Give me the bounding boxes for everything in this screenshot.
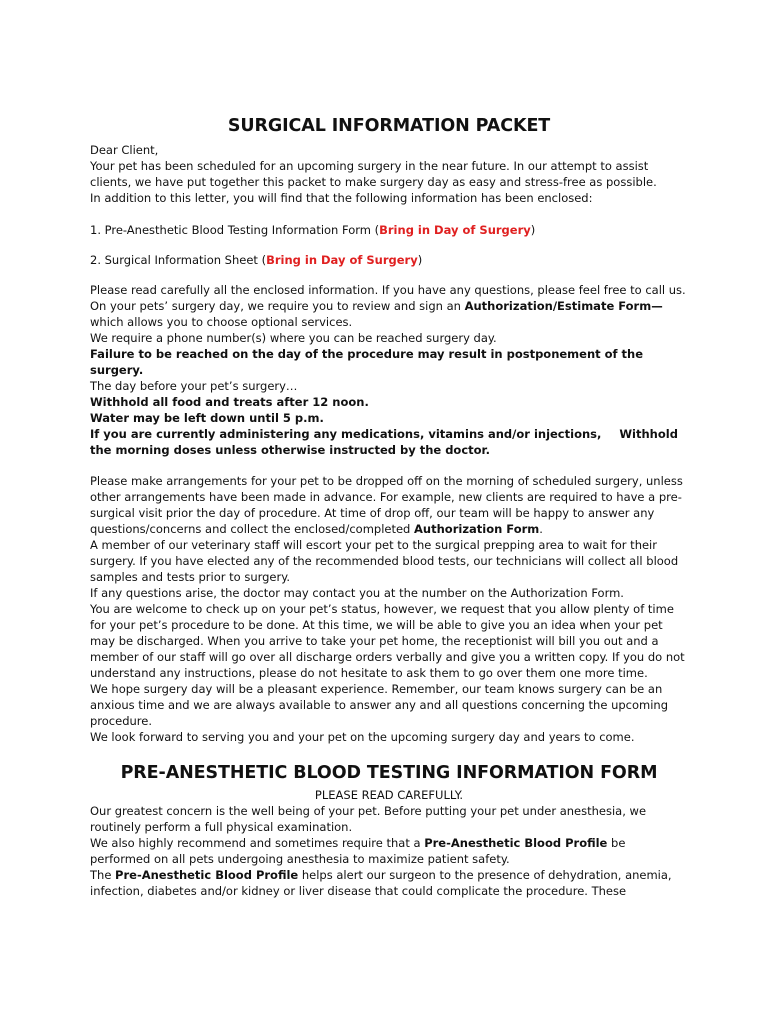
enclosed-item-1: 1. Pre-Anesthetic Blood Testing Information Form (Bring in Day of Surgery) — [90, 223, 536, 237]
salutation: Dear Client, — [90, 143, 159, 157]
failure-warning: Failure to be reached on the day of the procedure may result in postponement of the surgery. — [90, 347, 644, 377]
look-forward-paragraph: We look forward to serving you and your pet on the upcoming surgery day and years to come. — [90, 730, 635, 744]
blood-profile-term: Pre-Anesthetic Blood Profile — [424, 836, 608, 850]
please-read-note: PLEASE READ CAREFULLY. — [314, 788, 464, 802]
medication-instruction: If you are currently administering any medications, vitamins and/or injections, Withhold the morning doses unless otherwise instructed by the doctor. — [90, 427, 678, 457]
hope-paragraph: We hope surgery day will be a pleasant experience. Remember, our team knows surgery can be an anxious time and we are always available to answer any and all questions concerning the upcoming procedure. — [90, 682, 668, 728]
phone-paragraph: We require a phone number(s) where you can be reached surgery day. — [90, 331, 497, 345]
enclosed-item-2: 2. Surgical Information Sheet (Bring in Day of Surgery) — [90, 253, 423, 267]
checkup-paragraph: You are welcome to check up on your pet’s status, however, we request that you allow plenty of time for your pet’s procedure to be done. At this time, we will be able to give you an idea when your pet may be discharged. When you arrive to take your pet home, the receptionist will bill you out and a member of our staff will go over all discharge orders verbally and give you a written copy. If you do not understand any instructions, please do not hesitate to ask them to go over them one more time. — [90, 602, 685, 680]
bring-in-note-1: Bring in Day of Surgery — [379, 223, 531, 237]
document-content — [90, 114, 688, 899]
questions-paragraph: If any questions arise, the doctor may contact you at the number on the Authorization Form. — [90, 586, 624, 600]
concern-paragraph: Our greatest concern is the well being of your pet. Before putting your pet under anesthesia, we routinely perform a full physical examination. — [90, 804, 647, 834]
dropoff-paragraph: Please make arrangements for your pet to be dropped off on the morning of scheduled surgery, unless other arrangements have been made in advance. For example, new clients are required to have a pre-surgical visit prior the day of procedure. At time of drop off, our team will be happy to answer any questions/concerns and collect the enclosed/completed Authorization Form. — [90, 474, 683, 536]
recommend-paragraph: We also highly recommend and sometimes require that a Pre-Anesthetic Blood Profile be performed on all pets undergoing anesthesia to maximize patient safety. — [90, 836, 626, 866]
profile-paragraph: The Pre-Anesthetic Blood Profile helps alert our surgeon to the presence of dehydration, anemia, infection, diabetes and/or kidney or liver disease that could complicate the procedure. These — [90, 868, 672, 898]
water-instruction: Water may be left down until 5 p.m. — [90, 411, 324, 425]
page-title: SURGICAL INFORMATION PACKET — [227, 116, 551, 136]
section-title-blood-testing: PRE-ANESTHETIC BLOOD TESTING INFORMATION FORM — [120, 763, 658, 783]
staff-paragraph: A member of our veterinary staff will escort your pet to the surgical prepping area to wait for their surgery. If you have elected any of the recommended blood tests, our technicians will collect all blood samples and tests prior to surgery. — [90, 538, 679, 584]
read-carefully-paragraph: Please read carefully all the enclosed information. If you have any questions, please feel free to call us. On your pets’ surgery day, we require you to review and sign an Authorization/Estimate Form— which allows you to choose optional services. — [90, 283, 686, 329]
enclosed-intro: In addition to this letter, you will find that the following information has been enclosed: — [90, 191, 593, 205]
bring-in-note-2: Bring in Day of Surgery — [266, 253, 418, 267]
day-before-paragraph: The day before your pet’s surgery… — [90, 379, 298, 393]
blood-profile-term-2: Pre-Anesthetic Blood Profile — [115, 868, 299, 882]
authorization-estimate-form: Authorization/Estimate Form— — [464, 299, 663, 313]
intro-paragraph: Your pet has been scheduled for an upcoming surgery in the near future. In our attempt to assist clients, we have put together this packet to make surgery day as easy and stress-free as possible. — [90, 159, 657, 189]
withhold-food: Withhold all food and treats after 12 noon. — [90, 395, 369, 409]
authorization-form: Authorization Form — [414, 522, 540, 536]
